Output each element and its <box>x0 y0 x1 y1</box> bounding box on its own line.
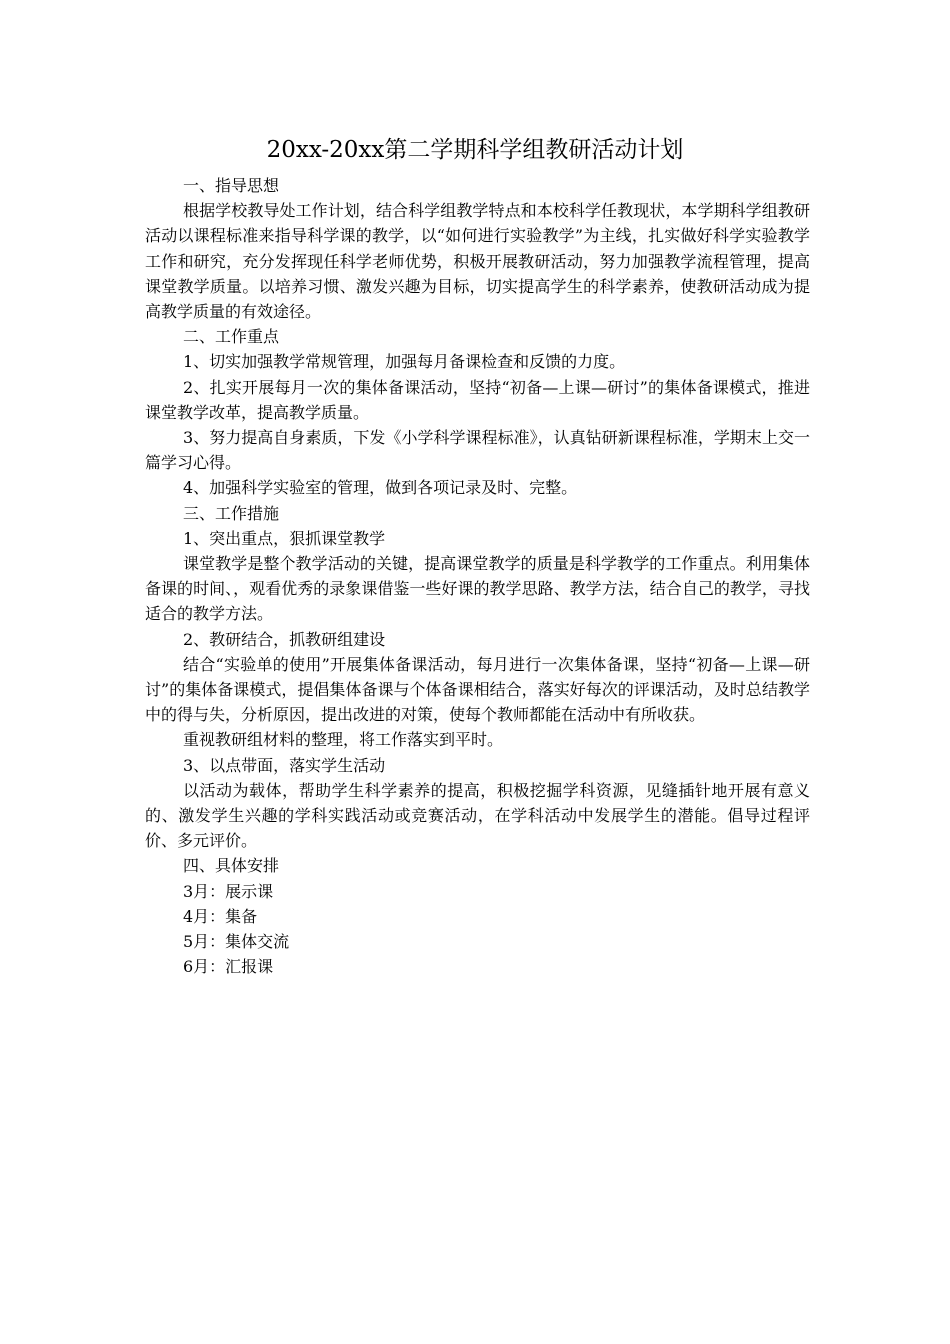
subheading-measure-2: 2、教研结合，抓教研组建设 <box>183 629 386 649</box>
list-item-focus-3: 3、努力提高自身素质，下发《小学科学课程标准》，认真钻研新课程标准，学期末上交一篇学习心得。 <box>145 428 810 473</box>
section-heading-work-focus: 二、工作重点 <box>183 327 280 347</box>
paragraph-measure-3: 以活动为载体，帮助学生科学素养的提高，积极挖掘学科资源，见缝插针地开展有意义的、激发学生兴趣的学科实践活动或竞赛活动，在学科活动中发展学生的潜能。倡导过程评价、多元评价。 <box>145 780 810 851</box>
section-heading-guiding-ideology: 一、指导思想 <box>183 176 280 195</box>
list-item-focus-2: 2、扎实开展每月一次的集体备课活动，坚持“初备—上课—研讨”的集体备课模式，推进课堂教学改革，提高教学质量。 <box>145 377 810 422</box>
paragraph-measure-2-note: 重视教研组材料的整理，将工作落实到平时。 <box>183 730 504 750</box>
list-item-focus-1: 1、切实加强教学常规管理，加强每月备课检查和反馈的力度。 <box>183 352 626 372</box>
schedule-item-march: 3月：展示课 <box>183 881 274 901</box>
subheading-measure-3: 3、以点带面，落实学生活动 <box>183 755 386 775</box>
document-title: 20xx-20xx第二学期科学组教研活动计划 <box>266 137 684 163</box>
paragraph-measure-2: 结合“实验单的使用”开展集体备课活动，每月进行一次集体备课，坚持“初备—上课—研讨”的集体备课模式，提倡集体备课与个体备课相结合，落实好每次的评课活动，及时总结教学中的得与失，分析原因，提出改进的对策，使每个教师都能在活动中有所收获。 <box>145 654 810 725</box>
schedule-item-june: 6月：汇报课 <box>183 957 274 977</box>
section-heading-schedule: 四、具体安排 <box>183 856 280 876</box>
section-heading-work-measures: 三、工作措施 <box>183 503 280 523</box>
paragraph-guiding-ideology: 根据学校教导处工作计划，结合科学组教学特点和本校科学任教现状，本学期科学组教研活动以课程标准来指导科学课的教学，以“如何进行实验教学”为主线，扎实做好科学实验教学工作和研究，充分发挥现任科学老师优势，积极开展教研活动，努力加强教学流程管理，提高课堂教学质量。以培养习惯、激发兴趣为目标，切实提高学生的科学素养，使教研活动成为提高教学质量的有效途径。 <box>145 201 810 322</box>
document-body <box>145 173 810 980</box>
schedule-item-may: 5月：集体交流 <box>183 932 290 952</box>
paragraph-measure-1: 课堂教学是整个教学活动的关键，提高课堂教学的质量是科学教学的工作重点。利用集体备课的时间、，观看优秀的录象课借鉴一些好课的教学思路、教学方法，结合自己的教学，寻找适合的教学方法。 <box>145 554 810 624</box>
subheading-measure-1: 1、突出重点，狠抓课堂教学 <box>183 528 386 548</box>
schedule-item-april: 4月：集备 <box>183 906 258 926</box>
list-item-focus-4: 4、加强科学实验室的管理，做到各项记录及时、完整。 <box>183 478 578 498</box>
